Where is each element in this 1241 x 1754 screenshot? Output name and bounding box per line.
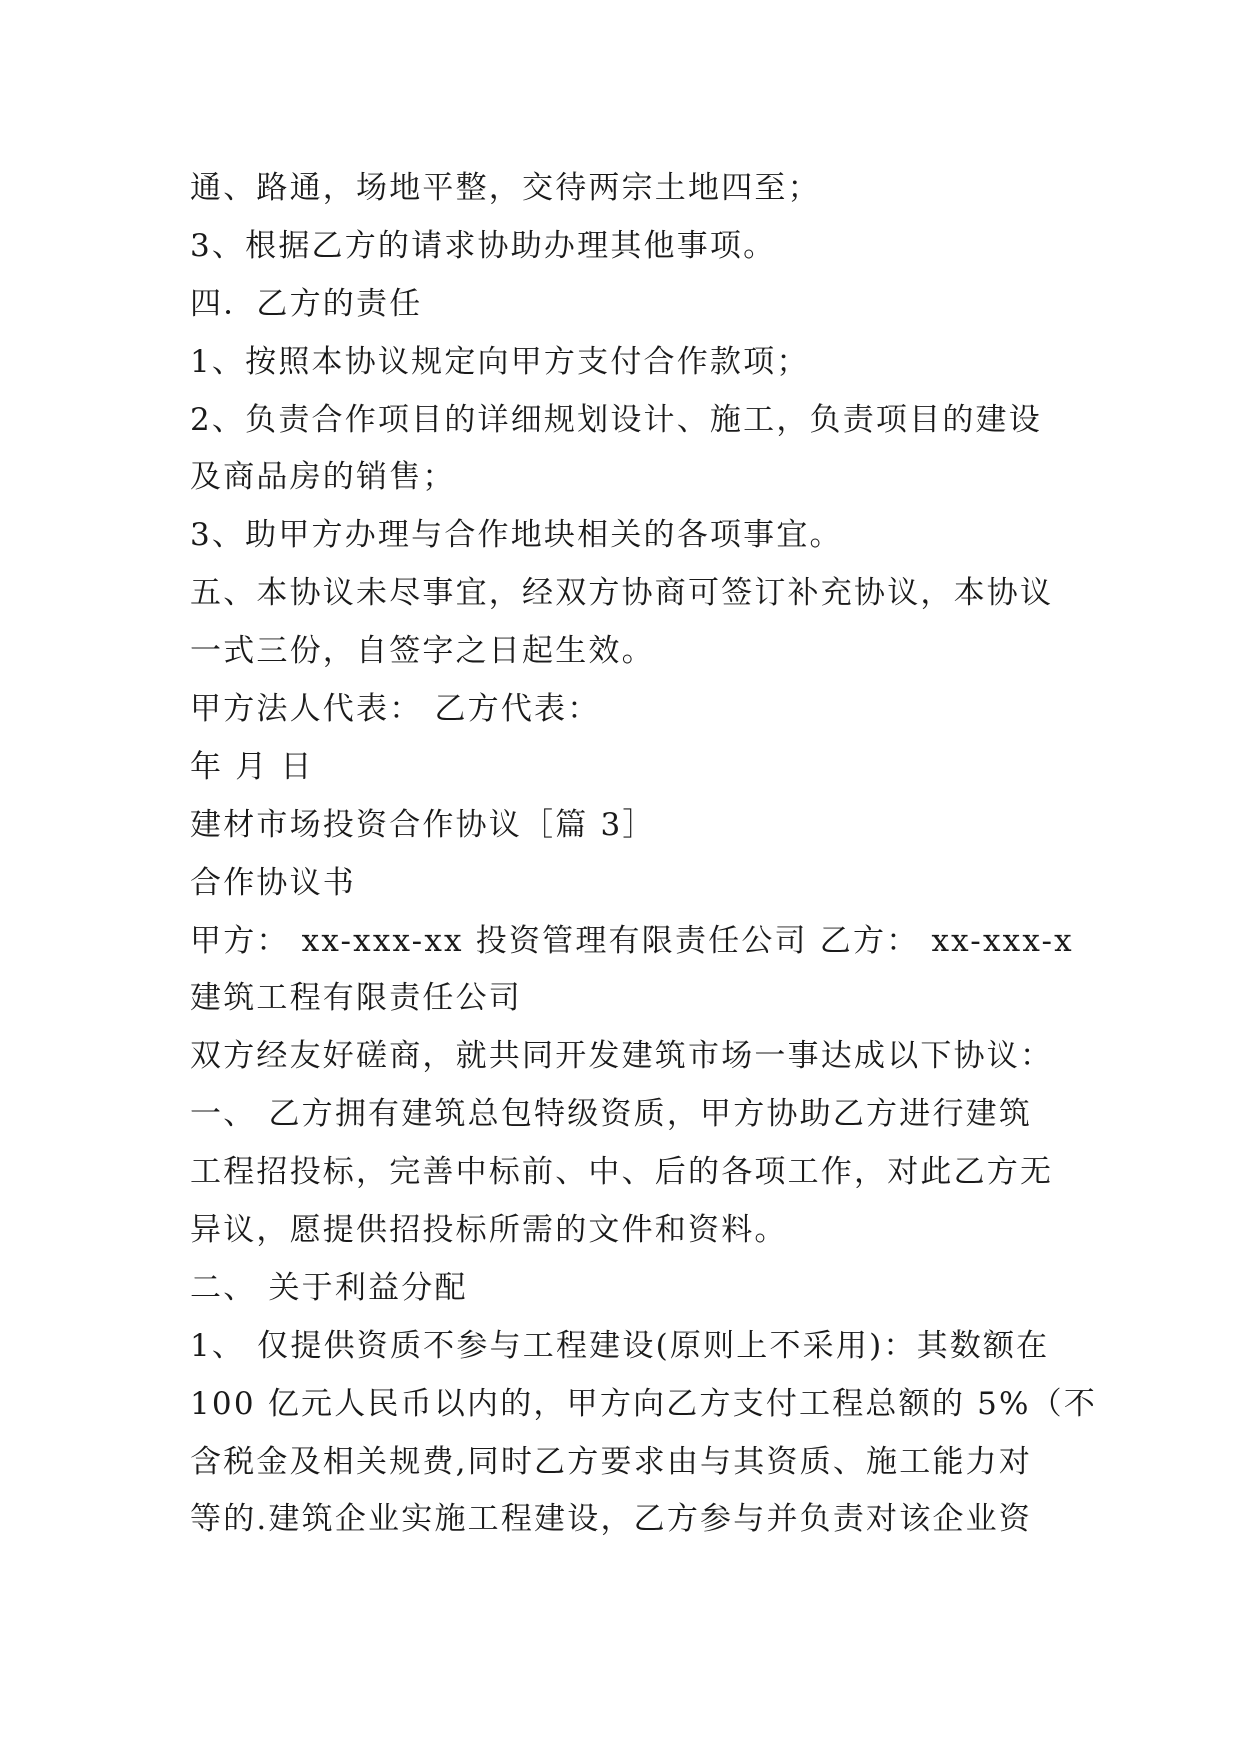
document-body bbox=[190, 160, 1098, 1549]
text-line: 含税金及相关规费,同时乙方要求由与其资质、施工能力对 bbox=[190, 1443, 1033, 1480]
text-line: 工程招投标，完善中标前、中、后的各项工作，对此乙方无 bbox=[190, 1154, 1054, 1191]
text-line: 通、路通，场地平整，交待两宗土地四至； bbox=[190, 170, 821, 206]
parties-line: 甲方： xx-xxx-xx 投资管理有限责任公司 乙方： xx-xxx-x bbox=[190, 922, 1074, 959]
text-line: 1、 仅提供资质不参与工程建设(原则上不采用)：其数额在 bbox=[190, 1327, 1050, 1364]
date-line: 年 月 日 bbox=[190, 748, 314, 785]
text-line: 100 亿元人民币以内的，甲方向乙方支付工程总额的 5%（不 bbox=[190, 1385, 1098, 1422]
text-line: 3、根据乙方的请求协助办理其他事项。 bbox=[190, 227, 777, 264]
section-heading: 四．乙方的责任 bbox=[190, 285, 423, 322]
text-line: 3、助甲方办理与合作地块相关的各项事宜。 bbox=[190, 517, 843, 554]
text-line: 双方经友好磋商，就共同开发建筑市场一事达成以下协议： bbox=[190, 1038, 1054, 1075]
text-line: 建筑工程有限责任公司 bbox=[190, 980, 522, 1017]
text-line: 2、负责合作项目的详细规划设计、施工，负责项目的建设 bbox=[190, 401, 1042, 438]
text-line: 异议，愿提供招投标所需的文件和资料。 bbox=[190, 1212, 788, 1249]
text-line: 一、 乙方拥有建筑总包特级资质，甲方协助乙方进行建筑 bbox=[190, 1096, 1033, 1133]
text-line: 1、按照本协议规定向甲方支付合作款项； bbox=[190, 343, 810, 380]
text-line: 一式三份，自签字之日起生效。 bbox=[190, 633, 655, 670]
agreement-title: 合作协议书 bbox=[190, 864, 356, 901]
text-line: 等的.建筑企业实施工程建设，乙方参与并负责对该企业资 bbox=[190, 1501, 1033, 1538]
text-line: 及商品房的销售； bbox=[190, 459, 456, 496]
text-line: 五、本协议未尽事宜，经双方协商可签订补充协议，本协议 bbox=[190, 575, 1054, 612]
signature-line: 甲方法人代表： 乙方代表： bbox=[190, 691, 601, 728]
article-title: 建材市场投资合作协议［篇 3］ bbox=[190, 806, 656, 843]
section-heading: 二、 关于利益分配 bbox=[190, 1269, 468, 1306]
